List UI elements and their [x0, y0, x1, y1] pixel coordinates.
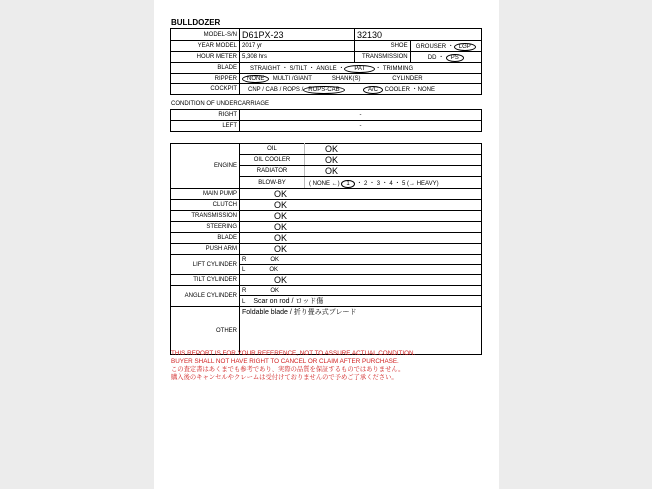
cockpit-ac-circled: A/C — [363, 86, 383, 94]
angle-cylinder-label: ANGLE CYLINDER — [171, 286, 240, 307]
lift-r-label: R — [242, 256, 247, 263]
disclaimer-line-2: BUYER SHALL NOT HAVE RIGHT TO CANCEL OR CLAIM AFTER PURCHASE. — [171, 358, 399, 365]
ripper-label: RIPPER — [171, 74, 240, 84]
disclaimer-line-3: この査定書はあくまでも参考であり、実際の品質を保証するものではありません。 — [171, 366, 405, 373]
angle-r-cell — [240, 286, 482, 296]
undercarriage-heading: CONDITION OF UNDERCARRIAGE — [171, 101, 270, 107]
component-value: OK — [240, 233, 482, 244]
condition-table — [170, 143, 482, 355]
ripper-options: MULTI /GIANT — [272, 75, 312, 82]
uc-left-value: - — [240, 121, 482, 132]
lift-cylinder-label: LIFT CYLINDER — [171, 255, 240, 275]
trans-dd: DD — [427, 55, 437, 61]
component-value: OK — [240, 189, 482, 200]
hour-cell — [240, 52, 355, 63]
other-label: OTHER — [171, 307, 240, 355]
report-title: BULLDOZER — [171, 18, 221, 27]
model-label: MODEL-S/N — [171, 29, 240, 41]
disclaimer — [171, 350, 415, 382]
blade-options: STRAIGHT ・ S/TILT ・ ANGLE — [250, 66, 337, 72]
lift-l-value: OK — [269, 266, 279, 273]
ripper-none-circled: NONE — [242, 75, 269, 83]
blade-trimming: TRIMMING — [382, 66, 414, 72]
year-cell — [240, 41, 355, 52]
component-label: MAIN PUMP — [171, 189, 240, 200]
angle-l-cell — [240, 296, 482, 307]
trans-cell: DD ・ PS — [410, 52, 481, 63]
cockpit-cell — [240, 84, 482, 95]
cockpit-cooler: COOLER ・NONE — [384, 87, 435, 93]
engine-blowby-label: BLOW-BY — [240, 177, 305, 189]
year-label: YEAR MODEL — [171, 41, 240, 52]
specs-table — [170, 28, 482, 95]
component-value: OK — [240, 200, 482, 211]
engine-cooler-value: OK — [305, 155, 482, 166]
engine-oil-label: OIL — [240, 144, 305, 155]
component-value: OK — [240, 222, 482, 233]
hour-value: 5,308 — [242, 54, 258, 60]
undercarriage-table — [170, 109, 482, 132]
blowby-none: ( NONE ←) — [309, 180, 340, 187]
model-value: D61PX-23 — [240, 29, 355, 41]
uc-right-value: - — [240, 110, 482, 121]
tilt-cylinder-label: TILT CYLINDER — [171, 275, 240, 286]
lift-l-label: L — [242, 266, 246, 273]
lift-r-cell — [240, 255, 482, 265]
angle-l-label: L — [242, 299, 246, 305]
cockpit-label: COCKPIT — [171, 84, 240, 95]
disclaimer-line-1: THIS REPORT IS FOR YOUR REFERENCE, NOT TO ASSURE ACTUAL CONDITION. — [171, 350, 416, 357]
tilt-cylinder-value: OK — [240, 275, 482, 286]
hour-label: HOUR METER — [171, 52, 240, 63]
cockpit-rops-circled: ROPS-CAB — [303, 86, 344, 94]
disclaimer-line-4: 購入後のキャンセルやクレームは受付けておりませんので予めご了承ください。 — [171, 374, 398, 381]
ripper-cell — [240, 74, 482, 84]
shoe-lgp-circled: LGP — [454, 43, 476, 51]
component-label: PUSH ARM — [171, 244, 240, 255]
other-value: Foldable blade / 折り畳み式ブレード — [240, 307, 482, 355]
engine-blowby-cell — [305, 177, 482, 189]
year-unit: yr — [257, 43, 263, 49]
blade-cell: STRAIGHT ・ S/TILT ・ ANGLE ・ PAT ・ TRIMMING — [240, 63, 482, 74]
engine-radiator-value: OK — [305, 166, 482, 177]
lift-l-cell — [240, 265, 482, 275]
shoe-cell: GROUSER ・ LGP — [410, 41, 481, 52]
uc-right-label: RIGHT — [171, 110, 240, 121]
blowby-scale: ・ 2 ・ 3 ・ 4 ・ 5 (→ HEAVY) — [356, 180, 439, 187]
component-label: TRANSMISSION — [171, 211, 240, 222]
blowby-selected-circled: 1 — [341, 180, 354, 188]
blade-pat-circled: PAT — [344, 65, 375, 73]
trans-label: TRANSMISSION — [355, 52, 411, 63]
engine-cooler-label: OIL COOLER — [240, 155, 305, 166]
angle-r-label: R — [242, 287, 247, 294]
component-value: OK — [240, 244, 482, 255]
ripper-shank: SHANK(S) — [331, 75, 361, 82]
serial-value: 32130 — [355, 29, 482, 41]
shoe-options: GROUSER — [415, 44, 447, 50]
ripper-cylinder: CYLINDER — [392, 75, 423, 82]
component-label: CLUTCH — [171, 200, 240, 211]
year-value: 2017 — [242, 43, 256, 49]
engine-oil-value: OK — [305, 144, 482, 155]
shoe-label: SHOE — [355, 41, 411, 52]
hour-unit: hrs — [258, 54, 268, 60]
cockpit-options: CNP / CAB / ROPS / — [248, 87, 304, 93]
trans-ps-circled: PS — [446, 54, 464, 62]
component-value: OK — [240, 211, 482, 222]
component-label: STEERING — [171, 222, 240, 233]
engine-label: ENGINE — [171, 144, 240, 189]
component-label: BLADE — [171, 233, 240, 244]
uc-left-label: LEFT — [171, 121, 240, 132]
angle-l-value: Scar on rod / ロッド傷 — [253, 298, 324, 305]
lift-r-value: OK — [270, 256, 280, 263]
engine-radiator-label: RADIATOR — [240, 166, 305, 177]
angle-r-value: OK — [270, 287, 280, 294]
blade-label: BLADE — [171, 63, 240, 74]
